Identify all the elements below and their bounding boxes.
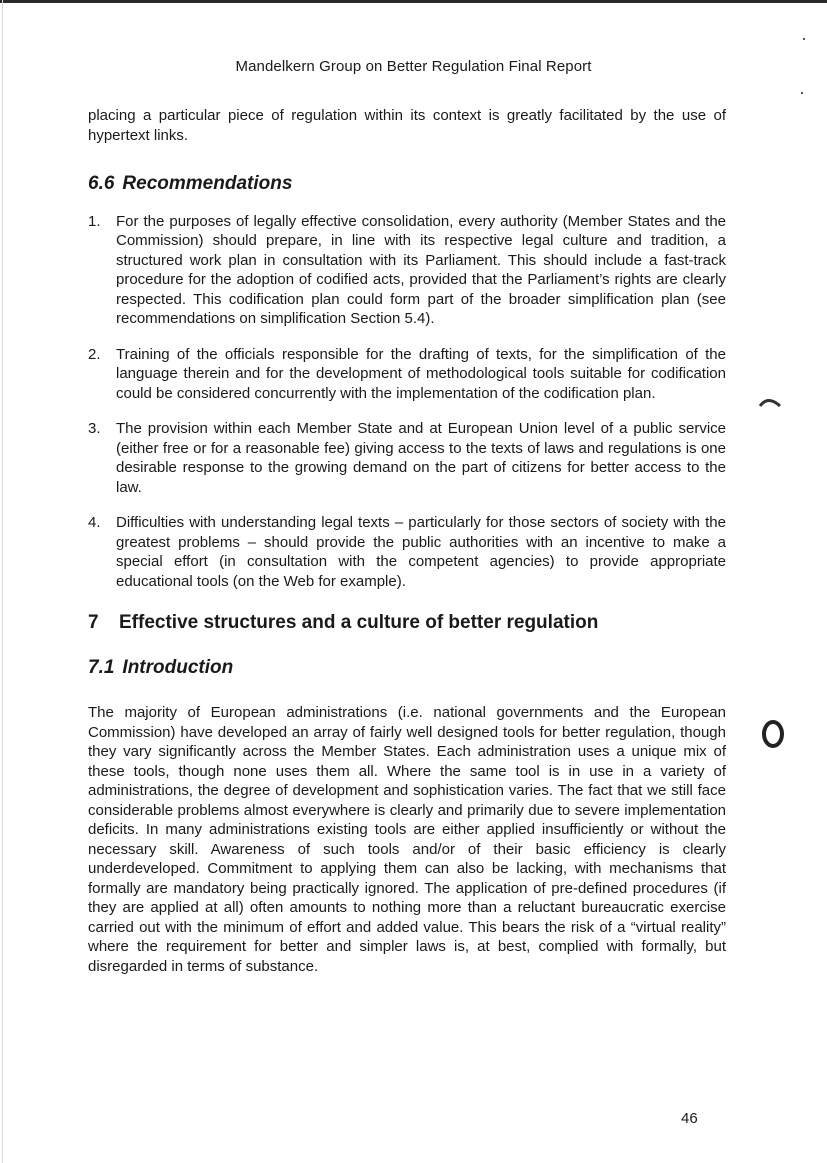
scan-mark-arc xyxy=(758,394,784,410)
recommendation-item xyxy=(88,513,726,591)
section-6-6-number: 6.6 xyxy=(88,173,115,194)
introduction-paragraph: The majority of European administrations (i.e. national governments and the European Commission) have developed an array of fairly well designed tools for better regulation, though they vary significantly across the Member States. Each administration uses a unique mix of these tools, though none uses them all. Where the same tool is in use in a variety of administrations, the degree of development and sophistication varies. The fact that we still face considerable problems almost everywhere is clearly and primarily due to severe implementation deficits. In many administrations existing tools are either applied insufficiently or without the necessary skill. Awareness of such tools and/or of their basic efficiency is clearly underdeveloped. Commitment to applying them can also be lacking, with mechanisms that formally are mandatory being practically ignored. The application of pre-defined procedures (if they are applied at all) often amounts to nothing more than a reluctant bureaucratic exercise carried out with the minimum of effort and added value. This bears the risk of a “virtual reality” where the requirement for better and simpler laws is, at best, complied with formally, but disregarded in terms of substance. xyxy=(88,704,726,975)
running-header: Mandelkern Group on Better Regulation Final Report xyxy=(235,58,592,75)
list-marker: 1. xyxy=(88,212,101,230)
section-6-6-title: Recommendations xyxy=(122,173,293,194)
punch-hole-mark xyxy=(759,718,787,750)
recommendation-item xyxy=(88,212,726,329)
section-7-title: Effective structures and a culture of better regulation xyxy=(119,612,599,633)
page-body xyxy=(88,106,726,976)
recommendation-item xyxy=(88,345,726,404)
recommendation-text: Difficulties with understanding legal texts – particularly for those sectors of society with the greatest problems – should provide the public authorities with an incentive to make a special effort (in consultation with the competent agencies) to provide appropriate educational tools (on the Web for example). xyxy=(116,514,726,590)
recommendation-text: Training of the officials responsible for the drafting of texts, for the simplification of the language therein and for the development of methodological tools suitable for codification could be considered concurrently with the implementation of the codification plan. xyxy=(116,345,726,402)
recommendation-text: For the purposes of legally effective consolidation, every authority (Member States and the Commission) should prepare, in line with its respective legal culture and tradition, a structured work plan in consultation with its Parliament. This should include a fast-track procedure for the adoption of codified acts, provided that the Parliament’s rights are clearly respected. This codification plan could form part of the broader simplification plan (see recommendations on simplification Section 5.4). xyxy=(116,212,726,327)
recommendations-list xyxy=(88,212,726,592)
intro-paragraph: placing a particular piece of regulation within its context is greatly facilitated by the use of hypertext links. xyxy=(88,107,726,144)
recommendation-text: The provision within each Member State and at European Union level of a public service (either free or for a reasonable fee) giving access to the texts of laws and regulations is one desirable response to the growing demand on the part of citizens for better access to the law. xyxy=(116,420,726,496)
section-7-1-number: 7.1 xyxy=(88,656,115,678)
section-7-heading xyxy=(88,613,726,633)
scan-speck xyxy=(801,92,803,94)
page-number: 46 xyxy=(681,1110,698,1127)
section-7-1-heading xyxy=(88,658,726,678)
top-edge-rule xyxy=(0,0,827,3)
left-page-edge xyxy=(2,0,3,1163)
section-7-number: 7 xyxy=(88,612,99,633)
scan-speck xyxy=(803,38,805,40)
section-6-6-heading xyxy=(88,174,726,194)
list-marker: 2. xyxy=(88,345,101,363)
list-marker: 3. xyxy=(88,420,101,437)
recommendation-item xyxy=(88,419,726,497)
list-marker: 4. xyxy=(88,514,101,531)
section-7-1-title: Introduction xyxy=(122,656,234,678)
